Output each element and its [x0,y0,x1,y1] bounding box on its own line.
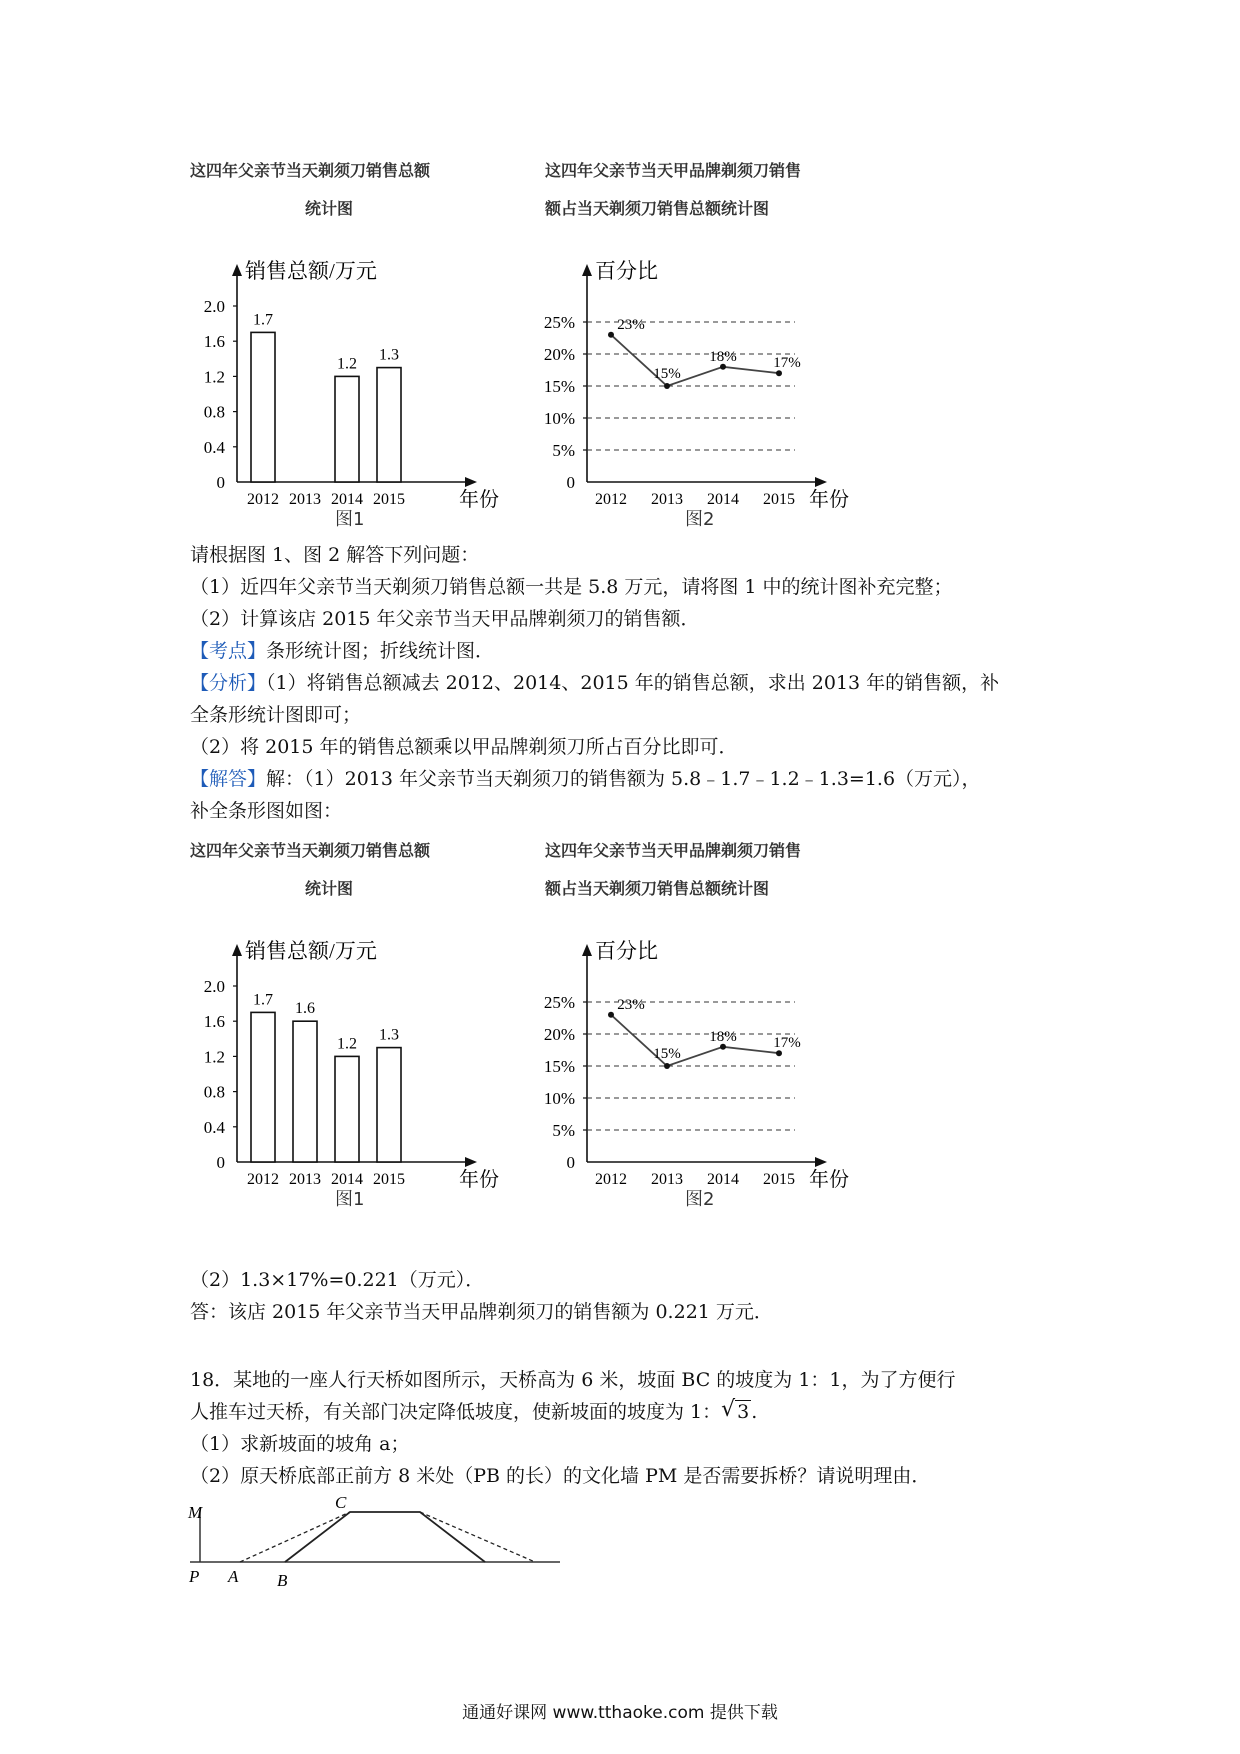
x-axis-label: 年份 [809,489,849,511]
fig2-title-line2: 额占当天剃须刀销售总额统计图 [545,199,770,218]
bar [377,368,401,482]
point-value-label: 15% [653,1046,681,1062]
figure-1-completed [185,830,515,1215]
bar-chart-completed [185,910,515,1210]
p18-line-2 [190,1397,757,1427]
y-tick-label: 0 [216,473,225,492]
data-point [664,383,670,389]
x-tick-label: 2015 [763,1171,795,1188]
y-tick-label: 5% [552,441,575,460]
kaodian-line [190,636,494,666]
label-c: C [335,1493,347,1512]
fenxi-tag: 【分析】 [190,672,267,694]
sqrt-sign: √ [721,1397,736,1422]
fig1b-caption: 图1 [335,1189,365,1210]
label-m: M [188,1503,203,1522]
p18-question-2: （2）原天桥底部正前方 8 米处（PB 的长）的文化墙 PM 是否需要拆桥？请说明理由． [190,1465,931,1487]
y-tick-label: 25% [543,993,575,1012]
fenxi-line-2: 全条形统计图即可； [190,704,362,726]
answer-2-calc: （2）1.3×17%=0.221（万元）． [190,1269,485,1291]
line-chart [535,230,865,530]
bar [293,1021,317,1162]
point-value-label: 17% [773,355,801,372]
y-tick-label: 10% [543,1089,575,1108]
label-a: A [228,1567,239,1586]
page-footer: 通通好课网 www.tthaoke.com 提供下载 [462,1703,778,1723]
p18-question-1: （1）求新坡面的坡角 a； [190,1433,410,1455]
y-tick-label: 15% [543,1057,575,1076]
x-tick-label: 2013 [289,1171,321,1188]
sqrt-expression [721,1397,751,1427]
fenxi-line-1 [190,668,999,698]
y-tick-label: 0 [566,473,575,492]
series-line [611,1015,779,1066]
bar-value-label: 1.7 [253,991,273,1009]
question-2: （2）计算该店 2015 年父亲节当天甲品牌剃须刀的销售额． [190,608,700,630]
x-tick-label: 2015 [373,1171,405,1188]
fig1-title-line1: 这四年父亲节当天剃须刀销售总额 [190,161,431,180]
y-tick-label: 20% [543,345,575,364]
bar-value-label: 1.7 [253,311,273,329]
fig1b-title-line1: 这四年父亲节当天剃须刀销售总额 [190,841,431,860]
jieda-line-1 [190,764,981,794]
y-tick-label: 0 [216,1153,225,1172]
y-tick-label: 0.8 [203,1082,225,1102]
point-value-label: 23% [617,996,645,1013]
bridge-diagram [185,1490,565,1600]
old-bridge-profile [285,1512,485,1562]
bar-value-label: 1.3 [379,346,399,364]
figure-1-original [185,150,515,535]
x-tick-label: 2013 [651,1171,683,1188]
x-tick-label: 2014 [707,1171,739,1188]
x-tick-label: 2014 [331,491,363,508]
x-tick-label: 2012 [595,1171,627,1188]
y-tick-label: 5% [552,1121,575,1140]
question-1: （1）近四年父亲节当天剃须刀销售总额一共是 5.8 万元，请将图 1 中的统计图补充完整； [190,576,953,598]
y-axis-arrow [232,944,242,956]
y-tick-label: 10% [543,409,575,428]
x-axis-label: 年份 [459,489,499,511]
bar [335,376,359,482]
x-axis-arrow [465,1157,477,1167]
y-tick-label: 2.0 [203,977,225,996]
fig1-caption: 图1 [335,509,365,530]
x-tick-label: 2015 [763,491,795,508]
x-axis-arrow [815,1157,827,1167]
x-tick-label: 2015 [373,491,405,508]
point-value-label: 23% [617,316,645,333]
y-axis-arrow [232,264,242,276]
x-tick-label: 2012 [247,1171,279,1188]
x-axis-arrow [815,477,827,487]
label-p: P [189,1567,200,1586]
bar [251,332,275,482]
data-point [608,332,614,338]
y-axis-arrow [582,944,592,956]
y-axis-label: 百分比 [595,259,658,283]
fig2b-caption: 图2 [685,1189,715,1210]
y-tick-label: 0.4 [203,437,225,457]
y-axis-label: 百分比 [595,939,658,963]
y-tick-label: 0.4 [203,1117,225,1137]
x-tick-label: 2013 [651,491,683,508]
x-tick-label: 2013 [289,491,321,508]
point-value-label: 15% [653,366,681,382]
jieda-text-1: 解：（1）2013 年父亲节当天剃须刀的销售额为 5.8﹣1.7﹣1.2﹣1.3=1.6（万元）， [266,768,981,790]
fig1b-title-line2: 统计图 [305,879,354,898]
y-tick-label: 25% [543,313,575,332]
x-axis-label: 年份 [459,1169,499,1191]
y-tick-label: 20% [543,1025,575,1044]
x-axis-label: 年份 [809,1169,849,1191]
x-tick-label: 2012 [247,491,279,508]
x-tick-label: 2014 [331,1171,363,1188]
point-value-label: 18% [709,348,737,365]
jieda-line-2: 补全条形图如图： [190,800,343,822]
data-point [608,1012,614,1018]
y-axis-label: 销售总额/万元 [245,259,377,283]
kaodian-text: 条形统计图；折线统计图． [266,640,495,662]
x-axis-arrow [465,477,477,487]
y-tick-label: 1.2 [203,1047,225,1067]
point-value-label: 18% [709,1028,737,1045]
data-point [664,1063,670,1069]
bar-value-label: 1.3 [379,1026,399,1044]
y-tick-label: 15% [543,377,575,396]
fenxi-text-1: （1）将销售总额减去 2012、2014、2015 年的销售总额，求出 2013 年的销售额，补 [266,672,1000,694]
answer-statement: 答：该店 2015 年父亲节当天甲品牌剃须刀的销售额为 0.221 万元． [190,1301,773,1323]
fenxi-line-3: （2）将 2015 年的销售总额乘以甲品牌剃须刀所占百分比即可． [190,736,738,758]
fig2b-title-line2: 额占当天剃须刀销售总额统计图 [545,879,770,898]
y-tick-label: 1.6 [203,1012,225,1032]
bar [251,1012,275,1162]
sqrt-radicand: 3 [737,1401,750,1423]
y-tick-label: 1.6 [203,332,225,352]
p18-line-1: 18．某地的一座人行天桥如图所示，天桥高为 6 米，坡面 BC 的坡度为 1：1，为了方便行 [190,1369,956,1391]
kaodian-tag: 【考点】 [190,640,267,662]
bar-chart [185,230,515,530]
jieda-tag: 【解答】 [190,768,267,790]
bar [335,1056,359,1162]
line-chart-repeat [535,910,865,1210]
y-tick-label: 0.8 [203,402,225,422]
figure-2-repeat [535,830,865,1215]
point-value-label: 17% [773,1035,801,1052]
p18-line-2-suffix: . [751,1401,758,1423]
y-tick-label: 1.2 [203,367,225,387]
bar-value-label: 1.2 [337,1035,357,1053]
label-b: B [277,1571,288,1590]
x-tick-label: 2014 [707,491,739,508]
y-tick-label: 0 [566,1153,575,1172]
bar [377,1048,401,1162]
y-axis-label: 销售总额/万元 [245,939,377,963]
x-tick-label: 2012 [595,491,627,508]
fig1-title-line2: 统计图 [305,199,354,218]
figure-2-original [535,150,865,535]
bar-value-label: 1.2 [337,355,357,373]
intro-text: 请根据图 1、图 2 解答下列问题： [190,544,480,566]
p18-line-2-prefix: 人推车过天桥，有关部门决定降低坡度，使新坡面的坡度为 1： [190,1401,722,1423]
bar-value-label: 1.6 [295,1000,315,1018]
series-line [611,335,779,386]
fig2-title-line1: 这四年父亲节当天甲品牌剃须刀销售 [545,161,802,180]
new-slope-right [420,1512,535,1562]
fig2b-title-line1: 这四年父亲节当天甲品牌剃须刀销售 [545,841,802,860]
y-tick-label: 2.0 [203,297,225,316]
y-axis-arrow [582,264,592,276]
fig2-caption: 图2 [685,509,715,530]
